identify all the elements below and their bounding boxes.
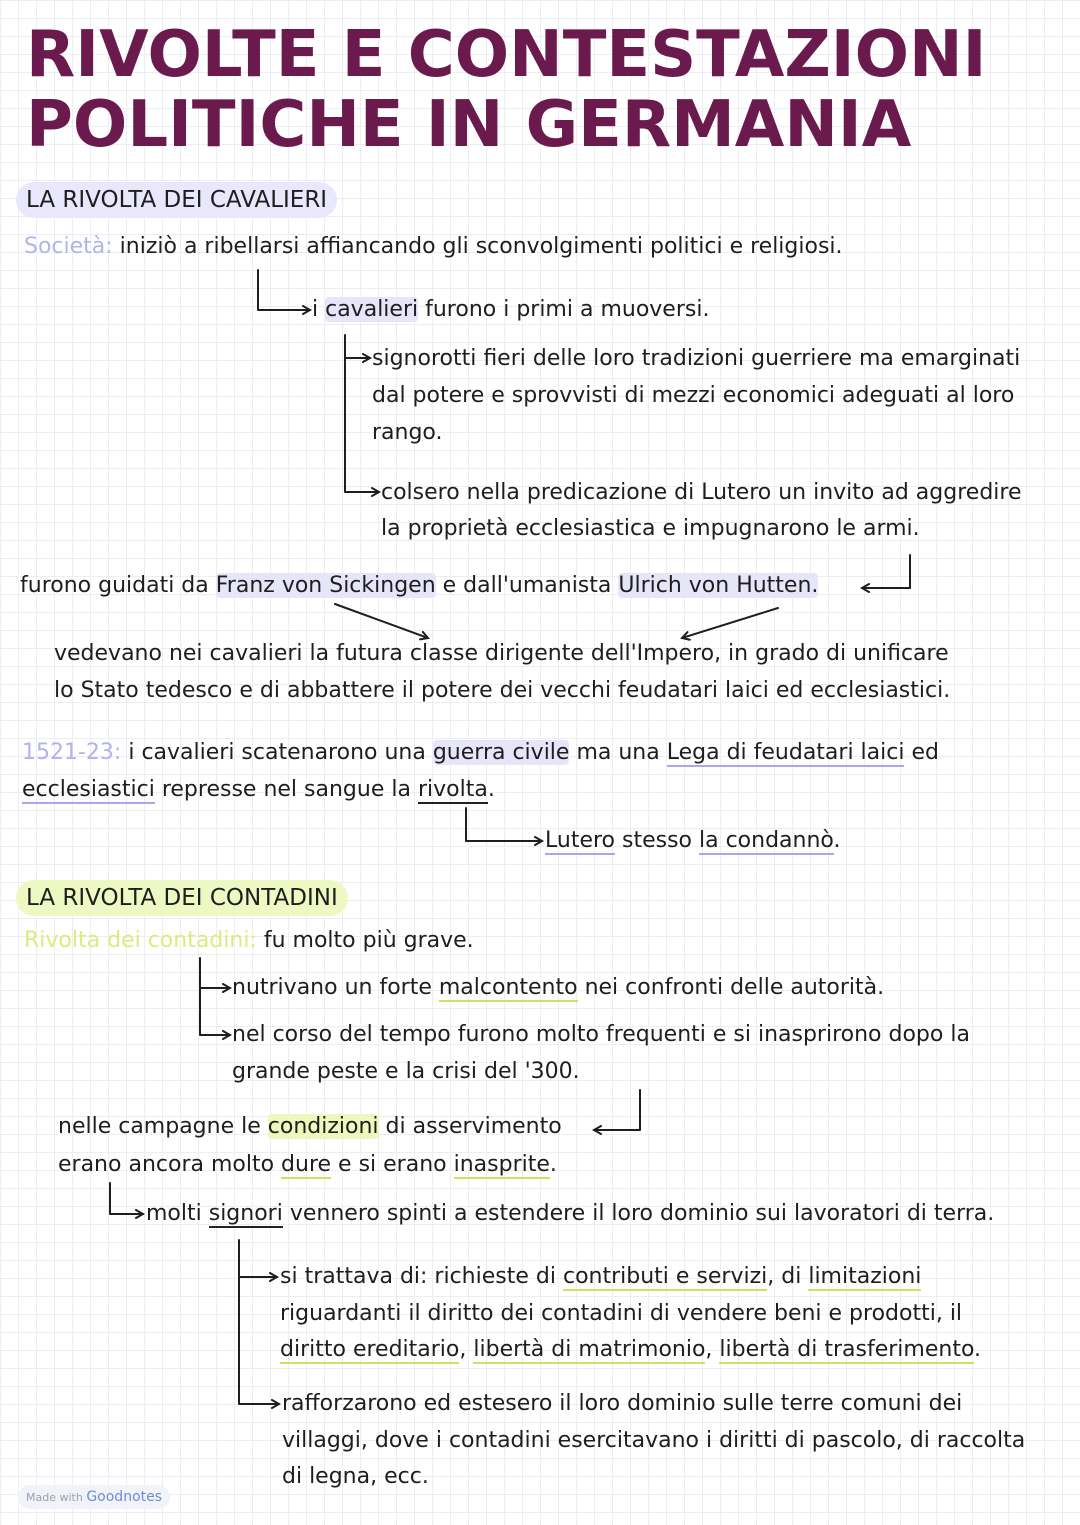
underline-rivolta: rivolta xyxy=(417,777,488,802)
arrow-cavalieri-colsero xyxy=(345,358,379,492)
label-societa: Società: xyxy=(24,234,113,259)
arrow-colsero-guidati xyxy=(862,555,910,588)
text: si trattava di: richieste di xyxy=(280,1264,563,1289)
text: vennero spinti a estendere il loro dominio sui lavoratori di terra. xyxy=(282,1201,995,1226)
goodnotes-badge xyxy=(18,1485,170,1509)
paragraph-lutero-2: la proprietà ecclesiastica e impugnarono le armi. xyxy=(381,516,920,541)
text: iniziò a ribellarsi affiancando gli sconvolgimenti politici e religiosi. xyxy=(112,234,843,259)
paragraph-signorotti-1: signorotti fieri delle loro tradizioni guerriere ma emarginati xyxy=(372,346,1021,371)
arrow-contadini-malcontento xyxy=(200,958,230,988)
highlight-sickingen: Franz von Sickingen xyxy=(215,573,436,598)
text: , di xyxy=(767,1264,809,1289)
badge-prefix: Made with xyxy=(26,1491,83,1504)
text: . xyxy=(487,777,495,802)
text: nutrivano un forte xyxy=(232,975,439,1000)
text: represse nel sangue la xyxy=(154,777,418,802)
arrow-signori-rafforzarono xyxy=(239,1277,279,1404)
arrow-peste-condizioni xyxy=(594,1090,640,1130)
text: molti xyxy=(146,1201,209,1226)
text: stesso xyxy=(615,828,699,853)
paragraph-peste-1: nel corso del tempo furono molto frequenti e si inasprirono dopo la xyxy=(232,1022,970,1047)
paragraph-trattava-2: riguardanti il diritto dei contadini di vendere beni e prodotti, il xyxy=(280,1301,963,1326)
paragraph-rafforzarono-2: villaggi, dove i contadini esercitavano i diritti di pascolo, di raccolta xyxy=(282,1428,1026,1453)
text: nei confronti delle autorità. xyxy=(577,975,885,1000)
text: di asservimento xyxy=(378,1114,562,1139)
highlight-condizioni: condizioni xyxy=(267,1114,379,1139)
underline-liberta-trasferimento: libertà di trasferimento xyxy=(719,1337,975,1362)
arrow-condizioni-signori xyxy=(110,1183,143,1214)
badge-brand: Goodnotes xyxy=(86,1489,163,1505)
text: . xyxy=(549,1152,557,1177)
underline-condanno: la condannò xyxy=(699,828,834,853)
arrow-sickingen-vedevano xyxy=(335,604,428,638)
text: , xyxy=(459,1337,474,1362)
text: i cavalieri scatenarono una xyxy=(121,740,433,765)
arrow-signori-trattava xyxy=(239,1240,277,1277)
underline-ecclesiastici: ecclesiastici xyxy=(22,777,155,802)
highlight-guerra-civile: guerra civile xyxy=(432,740,570,765)
paragraph-signorotti-2: dal potere e sprovvisti di mezzi economici adeguati al loro xyxy=(372,383,1015,408)
text: furono i primi a muoversi. xyxy=(418,297,710,322)
paragraph-rafforzarono-3: di legna, ecc. xyxy=(282,1464,429,1489)
paragraph-vedevano-1: vedevano nei cavalieri la futura classe dirigente dell'Impero, in grado di unificare xyxy=(54,641,949,666)
underline-dure: dure xyxy=(281,1152,332,1177)
text: erano ancora molto xyxy=(58,1152,282,1177)
section-heading-contadini: LA RIVOLTA DEI CONTADINI xyxy=(16,880,348,916)
underline-malcontento: malcontento xyxy=(438,975,578,1000)
text: e dall'umanista xyxy=(435,573,619,598)
label-rivolta-contadini: Rivolta dei contadini: xyxy=(24,928,257,953)
underline-lega: Lega di feudatari laici xyxy=(666,740,905,765)
arrow-rivolta-condanno xyxy=(466,808,542,841)
underline-signori: signori xyxy=(208,1201,283,1226)
underline-limitazioni: limitazioni xyxy=(808,1264,922,1289)
underline-lutero: Lutero xyxy=(545,828,615,853)
label-date: 1521-23: xyxy=(22,740,122,765)
text: . xyxy=(974,1337,982,1362)
text: . xyxy=(833,828,841,853)
paragraph-peste-2: grande peste e la crisi del '300. xyxy=(232,1059,580,1084)
section-heading-cavalieri: LA RIVOLTA DEI CAVALIERI xyxy=(16,182,337,218)
arrow-societa-cavalieri xyxy=(258,270,310,310)
text: furono guidati da xyxy=(20,573,216,598)
text: , xyxy=(705,1337,720,1362)
page-title-line1: RIVOLTE E CONTESTAZIONI xyxy=(26,18,987,92)
arrow-cavalieri-signorotti xyxy=(345,335,370,358)
paragraph-lutero-1: colsero nella predicazione di Lutero un invito ad aggredire xyxy=(381,480,1022,505)
text: ed xyxy=(904,740,939,765)
highlight-cavalieri: cavalieri xyxy=(325,297,419,322)
text: i xyxy=(312,297,326,322)
underline-liberta-matrimonio: libertà di matrimonio xyxy=(473,1337,706,1362)
paragraph-signorotti-3: rango. xyxy=(372,420,443,445)
text: ma una xyxy=(569,740,667,765)
arrow-contadini-peste xyxy=(200,988,230,1035)
arrow-hutten-vedevano xyxy=(682,608,778,638)
page-title-line2: POLITICHE IN GERMANIA xyxy=(26,88,912,162)
highlight-hutten: Ulrich von Hutten. xyxy=(618,573,819,598)
underline-diritto-ereditario: diritto ereditario xyxy=(280,1337,460,1362)
text: e si erano xyxy=(331,1152,454,1177)
text: fu molto più grave. xyxy=(256,928,474,953)
paragraph-vedevano-2: lo Stato tedesco e di abbattere il potere dei vecchi feudatari laici ed ecclesiastici. xyxy=(54,678,951,703)
paragraph-rafforzarono-1: rafforzarono ed estesero il loro dominio sulle terre comuni dei xyxy=(282,1391,963,1416)
underline-inasprite: inasprite xyxy=(453,1152,550,1177)
underline-contributi: contributi e servizi xyxy=(562,1264,768,1289)
text: nelle campagne le xyxy=(58,1114,268,1139)
